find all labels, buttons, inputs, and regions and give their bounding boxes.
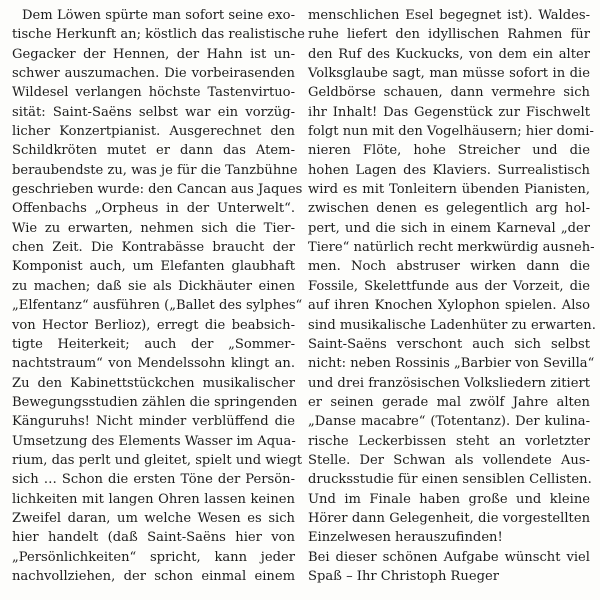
text-line: pert, und die sich in einem Karneval „der [308, 220, 590, 236]
text-line: Umsetzung des Elements Wasser im Aqua- [12, 433, 296, 449]
text-line: geschrieben wurde: den Cancan aus Jaques [12, 182, 303, 198]
text-line: Gegacker der Hennen, der Hahn ist un- [12, 46, 295, 62]
text-line: drucksstudie für einen sensiblen Cellisten. [308, 472, 592, 488]
text-line: Schildkröten mutet er dann das Atem- [12, 143, 295, 159]
text-line: hier handelt (daß Saint-Saëns hier von [12, 530, 295, 546]
text-line: Känguruhs! Nicht minder verblüffend die [12, 414, 295, 430]
text-line: men. Noch abstruser wirken dann die [308, 259, 590, 275]
text-line: ihr Inhalt! Das Gegenstück zur Fischwelt [308, 104, 590, 120]
text-line: den Ruf des Kuckucks, von dem ein alter [308, 46, 590, 62]
text-column-right [308, 6, 596, 586]
text-line: auf ihren Knochen Xylophon spielen. Also [308, 298, 590, 314]
text-line: rium, das perlt und gleitet, spielt und wiegt [12, 452, 303, 468]
text-line: nachvollziehen, der schon einmal einem [12, 568, 295, 584]
text-line: tigte Heiterkeit; auch der „Sommer- [12, 336, 295, 352]
text-line: rische Leckerbissen steht an vorletzter [308, 433, 590, 449]
text-line: Tiere“ natürlich recht merkwürdig ausneh- [308, 240, 595, 256]
text-line: zu machen; daß sie als Dickhäuter einen [12, 278, 295, 294]
text-line: Bei dieser schönen Aufgabe wünscht viel [308, 549, 590, 565]
text-line: „Elfentanz“ ausführen („Ballet des sylphes“ [12, 298, 303, 314]
text-line: „Persönlichkeiten“ spricht, kann jeder [12, 549, 295, 565]
text-line: Saint-Saëns verschont auch sich selbst [308, 336, 590, 352]
text-line: folgt nun mit den Vogelhäusern; hier domi- [308, 124, 594, 140]
text-line: Zweifel daran, um welche Wesen es sich [12, 510, 295, 526]
text-line: sich … Schon die ersten Töne der Persön- [12, 472, 295, 488]
text-line: Und im Finale haben große und kleine [308, 491, 590, 507]
text-line: menschlichen Esel begegnet ist). Waldes- [308, 8, 590, 23]
text-line: Spaß – Ihr Christoph Rueger [308, 568, 499, 584]
text-line: Dem Löwen spürte man sofort seine exo- [22, 8, 295, 23]
text-line: hohen Lagen des Klaviers. Surrealistisch [308, 162, 590, 178]
text-line: „Danse macabre“ (Totentanz). Der kulina- [308, 414, 590, 430]
text-line: Komponist auch, um Elefanten glaubhaft [12, 259, 295, 275]
text-line: und drei französischen Volksliedern zitiert [308, 375, 590, 391]
text-line: schwer auszumachen. Die vorbeirasenden [12, 66, 295, 82]
text-line: Bewegungsstudien zählen die springenden [12, 394, 298, 410]
text-line: beraubendste zu, was je für die Tanzbühne [12, 162, 298, 178]
text-line: Volksglaube sagt, man müsse sofort in die [308, 66, 590, 82]
text-line: Offenbachs „Orpheus in der Unterwelt“. [12, 201, 295, 217]
text-column-left [12, 6, 305, 586]
text-line: er seinen gerade mal zwölf Jahre alten [308, 394, 590, 410]
text-line: nieren Flöte, hohe Streicher und die [308, 143, 590, 159]
text-line: Stelle. Der Schwan als vollendete Aus- [308, 452, 590, 468]
text-line: wird es mit Tonleitern übenden Pianisten, [308, 182, 590, 198]
text-line: sität: Saint-Saëns selbst war ein vorzüg- [12, 104, 295, 120]
text-line: Hörer dann Gelegenheit, die vorgestellten [308, 510, 590, 526]
text-line: nachtstraum“ von Mendelssohn klingt an. [12, 356, 295, 372]
text-line: licher Konzertpianist. Ausgerechnet den [12, 124, 295, 140]
text-line: lichkeiten mit langen Ohren lassen keinen [12, 491, 295, 507]
text-line: ruhe liefert den idyllischen Rahmen für [308, 27, 590, 43]
text-line: von Hector Berlioz), erregt die beabsich- [12, 317, 295, 333]
text-line: chen Zeit. Die Kontrabässe braucht der [12, 240, 295, 256]
text-line: Zu den Kabinettstückchen musikalischer [12, 375, 295, 391]
text-line: Einzelwesen herauszufinden! [308, 530, 503, 546]
text-line: tische Herkunft an; köstlich das realistische [12, 27, 305, 43]
text-line: Wie zu erwarten, nehmen sich die Tier- [12, 220, 295, 236]
text-line: Fossile, Skelettfunde aus der Vorzeit, die [308, 278, 590, 294]
text-line: zwischen denen es gelegentlich arg hol- [308, 201, 590, 217]
text-line: nicht: neben Rossinis „Barbier von Sevilla“ [308, 356, 595, 372]
text-line: Wildesel verlangen höchste Tastenvirtuo- [12, 85, 295, 101]
text-line: sind musikalische Ladenhüter zu erwarten. [308, 317, 596, 333]
text-line: Geldbörse schauen, dann vermehre sich [308, 85, 590, 101]
